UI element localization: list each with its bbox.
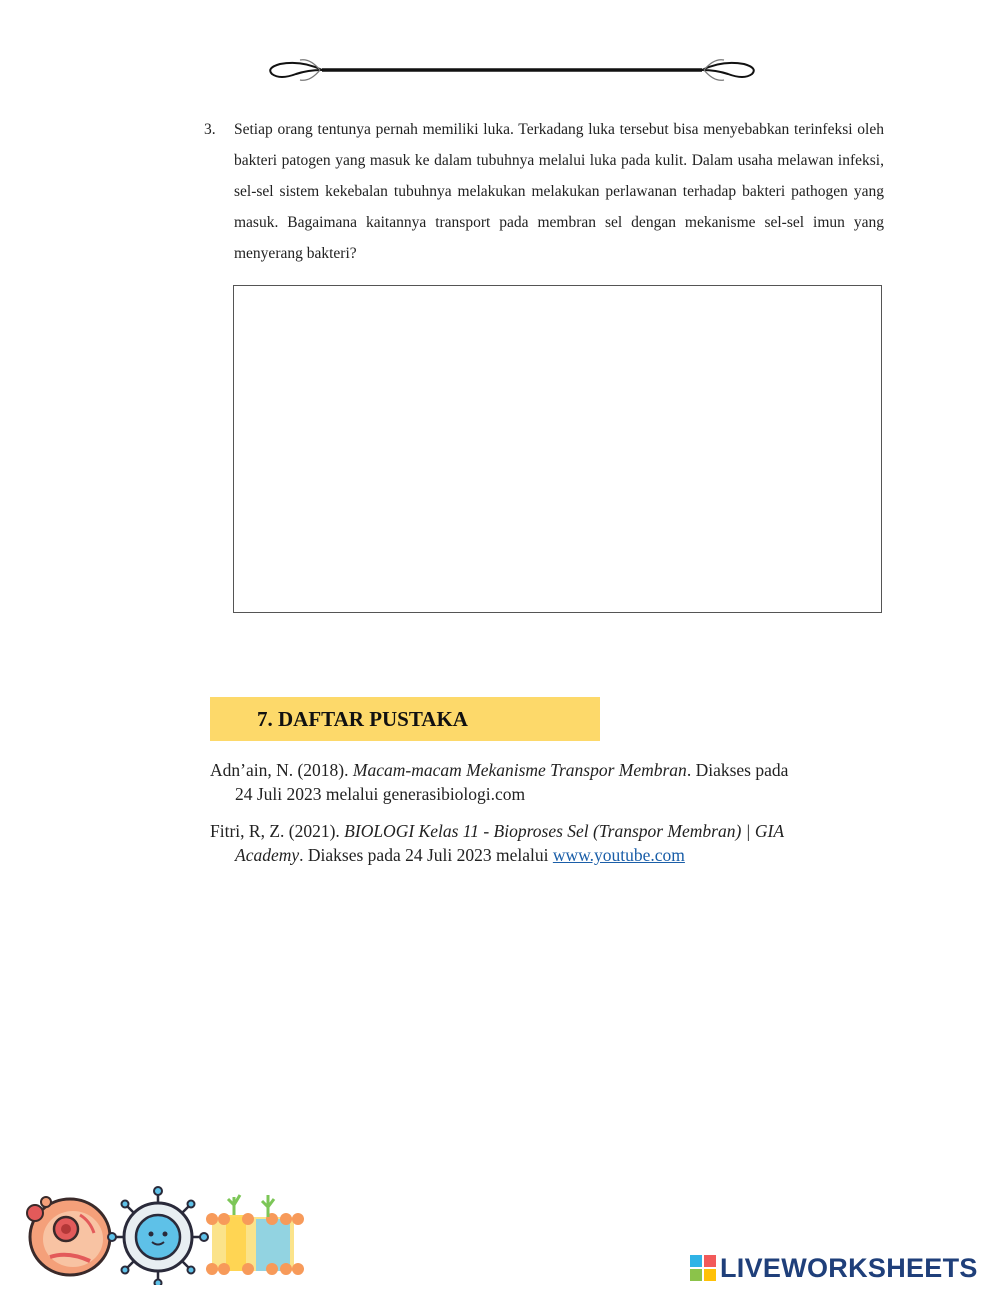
reference-access-line	[210, 843, 890, 867]
section-title: 7. DAFTAR PUSTAKA	[257, 707, 468, 731]
answer-box[interactable]	[233, 285, 882, 613]
liveworksheets-logo-icon	[690, 1255, 716, 1281]
section-heading-bar	[210, 697, 600, 741]
question-text: Setiap orang tentunya pernah memiliki luka. Terkadang luka tersebut bisa menyebabkan terinfeksi oleh bakteri patogen yang masuk ke dalam tubuhnya melalui luka pada kulit. Dalam usaha melawan infeksi, sel-sel sistem kekebalan tubuhnya melakukan melakukan perlawanan terhadap bakteri pathogen yang masuk. Bagaimana kaitannya transport pada membran sel dengan mekanisme sel-sel imun yang menyerang bakteri?	[234, 121, 884, 262]
reference-title-continued: Academy	[235, 845, 300, 865]
reference-link[interactable]: www.youtube.com	[552, 845, 685, 865]
reference-author: Adn’ain, N. (2018).	[210, 760, 353, 780]
question-3	[204, 114, 884, 269]
brand-name: LIVEWORKSHEETS	[720, 1252, 978, 1283]
reference-author: Fitri, R, Z. (2021).	[210, 821, 345, 841]
reference-item	[210, 819, 890, 867]
liveworksheets-logo	[690, 1252, 978, 1284]
question-number: 3.	[204, 121, 216, 138]
immune-cell-icon	[108, 1187, 208, 1285]
reference-item	[210, 758, 890, 806]
reference-access: . Diakses pada	[686, 760, 789, 780]
ornamental-divider-icon	[262, 52, 762, 88]
reference-title: Macam-macam Mekanisme Transpor Membran	[352, 760, 687, 780]
animal-cell-icon	[27, 1197, 110, 1275]
illustrations	[20, 1185, 305, 1285]
cell-membrane-icon	[206, 1195, 304, 1275]
reference-access: . Diakses pada 24 Juli 2023 melalui	[299, 845, 553, 865]
reference-access-line: 24 Juli 2023 melalui generasibiologi.com	[235, 784, 526, 804]
reference-title: BIOLOGI Kelas 11 - Bioproses Sel (Transpor Membran) | GIA	[344, 821, 785, 841]
